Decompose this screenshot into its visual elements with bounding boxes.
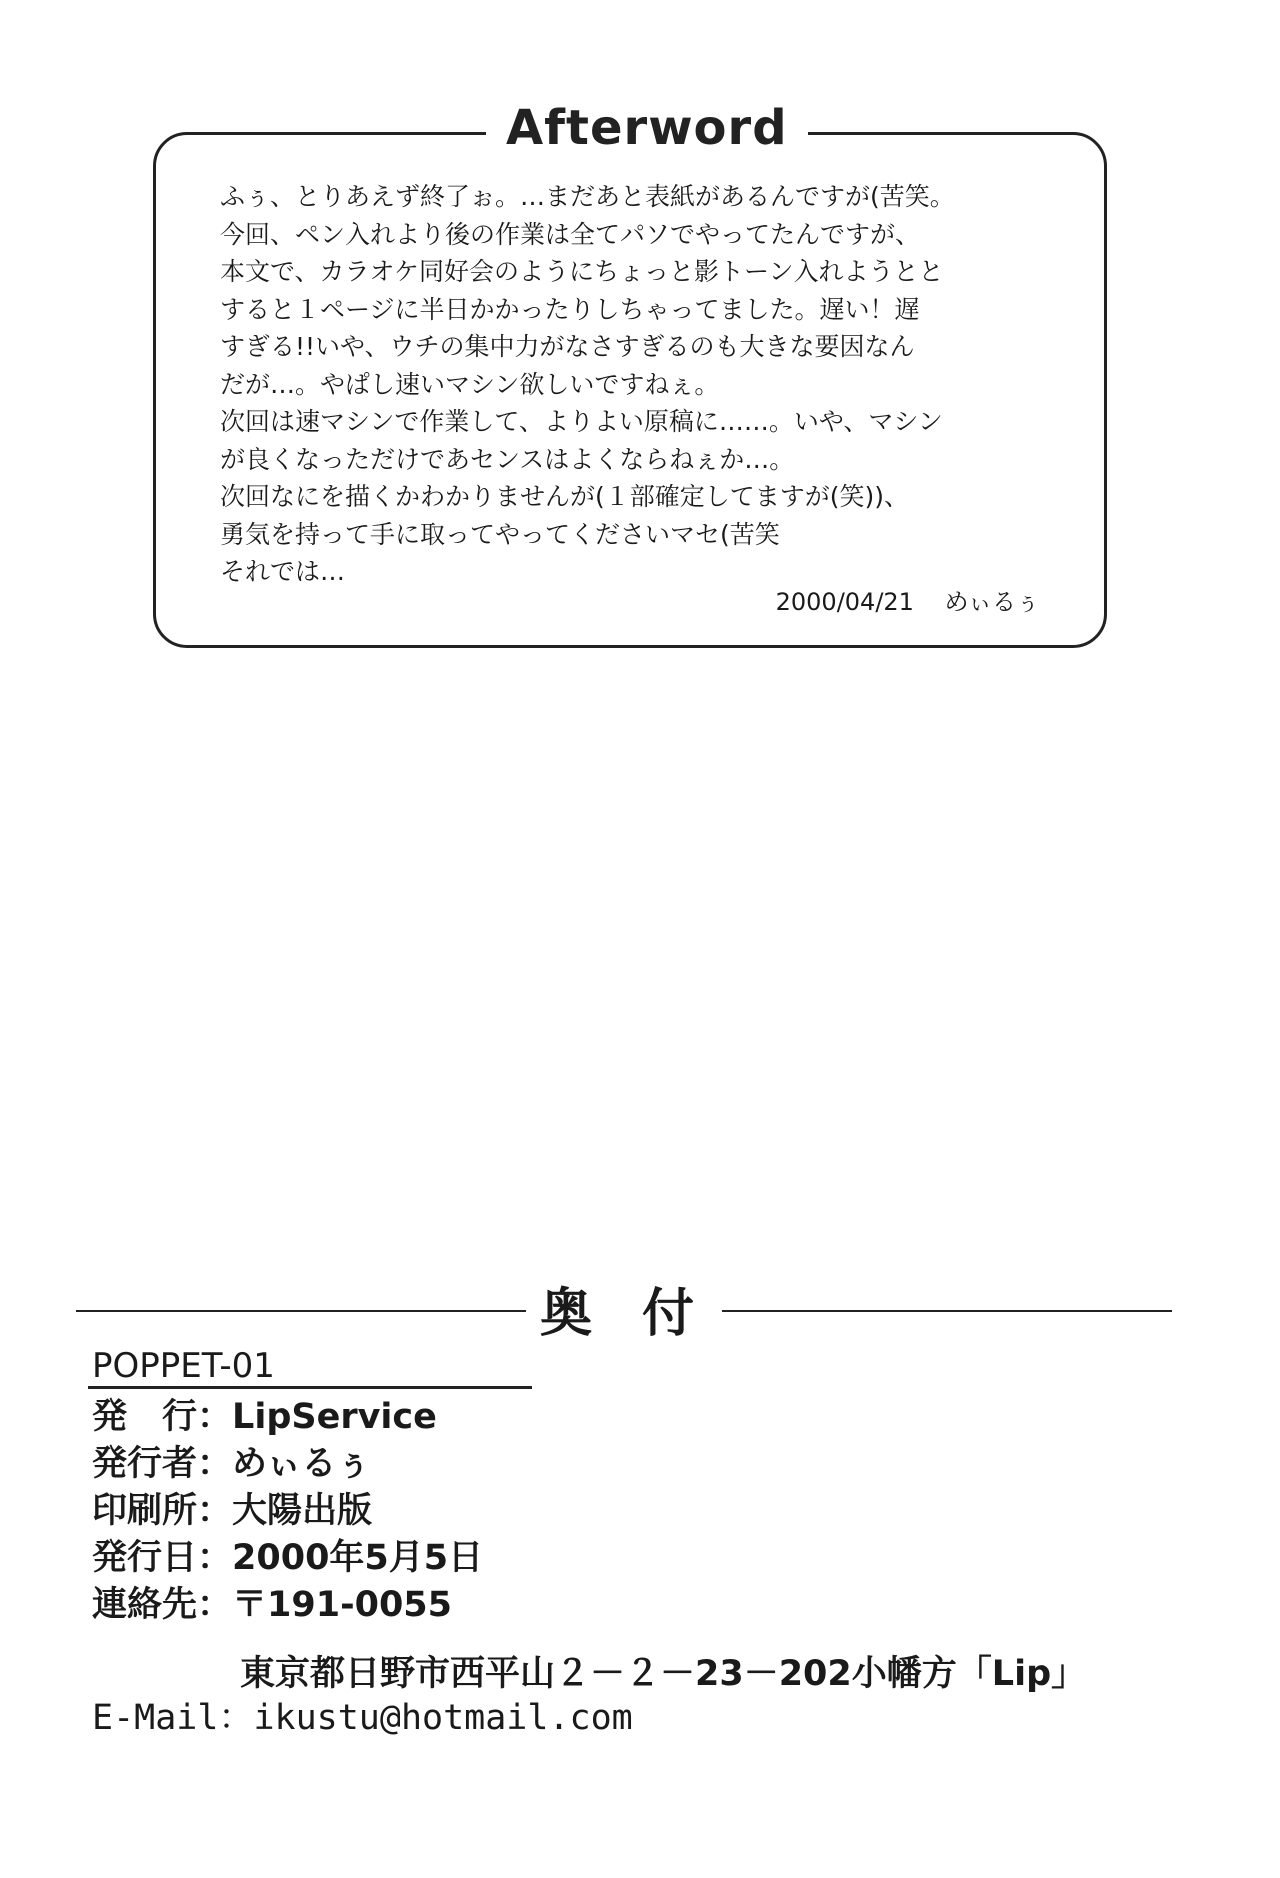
colophon-details <box>92 1394 483 1629</box>
row-value: 〒191-0055 <box>232 1585 453 1625</box>
title-rule-left <box>378 132 478 134</box>
publisher-row <box>92 1394 483 1441</box>
afterword-date: 2000/04/21 <box>775 588 914 616</box>
afterword-line: が良くなっただけであセンスはよくならねぇか…。 <box>220 444 795 474</box>
title-rule-right <box>780 132 1070 134</box>
issue-date-row <box>92 1535 483 1582</box>
afterword-line: それでは… <box>220 557 346 586</box>
afterword-title-wrap <box>486 98 808 158</box>
row-label: 連絡先： <box>92 1585 233 1625</box>
row-label: 発行者： <box>92 1444 233 1484</box>
row-value: 大陽出版 <box>232 1491 373 1531</box>
row-value: LipService <box>232 1397 437 1437</box>
afterword-body <box>220 178 1070 591</box>
row-value: 2000年5月5日 <box>232 1538 484 1578</box>
colophon-id: POPPET-01 <box>92 1346 275 1386</box>
afterword-line: だが…。やぱし速いマシン欲しいですねぇ。 <box>220 369 720 399</box>
row-label: 発行日： <box>92 1538 233 1578</box>
issuer-row <box>92 1441 483 1488</box>
afterword-line: 次回は速マシンで作業して、よりよい原稿に……。いや、マシン <box>220 407 943 436</box>
afterword-line: 勇気を持って手に取ってやってくださいマセ(苦笑 <box>220 519 780 549</box>
colophon-rule-left <box>76 1310 526 1312</box>
row-label: 発 行： <box>92 1397 233 1437</box>
colophon-title: 奥付 <box>540 1284 745 1344</box>
colophon-id-rule <box>88 1386 532 1389</box>
afterword-author: めぃるぅ <box>944 588 1040 616</box>
afterword-line: すると１ページに半日かかったりしちゃってました。遅い！遅 <box>220 294 920 324</box>
afterword-line: すぎる!!いや、ウチの集中力がなさすぎるのも大きな要因なん <box>220 332 915 361</box>
row-value: めぃるぅ <box>232 1444 372 1484</box>
afterword-line: 本文で、カラオケ同好会のようにちょっと影トーン入れようとと <box>220 257 944 286</box>
email-label: E-Mail： <box>92 1698 254 1738</box>
afterword-signature <box>776 582 1040 617</box>
printer-row <box>92 1488 483 1535</box>
afterword-line: 今回、ペン入れより後の作業は全てパソでやってたんですが、 <box>220 219 921 249</box>
afterword-title: Afterword <box>506 100 788 156</box>
contact-row <box>92 1582 483 1629</box>
afterword-line: 次回なにを描くかわかりませんが(１部確定してますが(笑))、 <box>220 482 910 511</box>
row-label: 印刷所： <box>92 1491 233 1531</box>
email-row <box>92 1690 633 1740</box>
email-address: ikustu@hotmail.com <box>253 1698 633 1738</box>
afterword-line: ふぅ、とりあえず終了ぉ。…まだあと表紙があるんですが(苦笑。 <box>220 182 955 211</box>
colophon-rule-right <box>722 1310 1172 1312</box>
contact-address: 東京都日野市西平山２－２－23－202小幡方「Lip」 <box>240 1654 1087 1694</box>
